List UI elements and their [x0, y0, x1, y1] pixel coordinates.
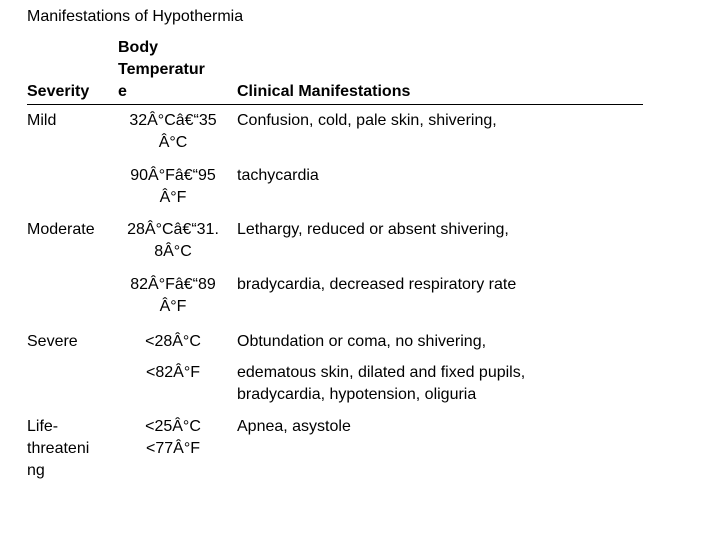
row-mild-temp-celsius: 32Â°Câ€“35 Â°C: [129, 112, 217, 151]
header-severity: Severity: [27, 83, 90, 100]
row-life-threatening-manifestations: Apnea, asystole: [237, 418, 351, 435]
row-severe-temp-fahrenheit: <82Â°F: [146, 364, 200, 381]
row-mild-manifestations-line-2: tachycardia: [237, 167, 319, 184]
row-moderate-manifestations-line-2: bradycardia, decreased respiratory rate: [237, 276, 517, 293]
row-moderate-severity: Moderate: [27, 221, 95, 238]
row-severe-severity: Severe: [27, 333, 78, 350]
row-moderate-manifestations-line-1: Lethargy, reduced or absent shivering,: [237, 221, 509, 238]
header-clinical-manifestations: Clinical Manifestations: [237, 83, 411, 100]
row-severe-temp-celsius: <28Â°C: [145, 333, 201, 350]
row-life-threatening-temp-celsius: <25Â°C: [145, 418, 201, 435]
row-mild-severity: Mild: [27, 112, 57, 129]
row-mild-manifestations-line-1: Confusion, cold, pale skin, shivering,: [237, 112, 497, 129]
row-mild-temp-fahrenheit: 90Â°Fâ€“95 Â°F: [130, 167, 216, 206]
row-life-threatening-severity: Life- threateni ng: [27, 418, 90, 479]
header-body-temperature: Body Temperatur e: [118, 39, 205, 100]
row-moderate-temp-celsius: 28Â°Câ€“31. 8Â°C: [127, 221, 219, 260]
page-title: Manifestations of Hypothermia: [27, 8, 244, 25]
row-moderate-temp-fahrenheit: 82Â°Fâ€“89 Â°F: [130, 276, 216, 315]
header-divider: [27, 104, 643, 105]
row-severe-manifestations-line-1: Obtundation or coma, no shivering,: [237, 333, 487, 350]
row-life-threatening-temp-fahrenheit: <77Â°F: [146, 440, 200, 457]
row-severe-manifestations-line-2: edematous skin, dilated and fixed pupils, bradycardia, hypotension, oliguria: [237, 364, 526, 403]
